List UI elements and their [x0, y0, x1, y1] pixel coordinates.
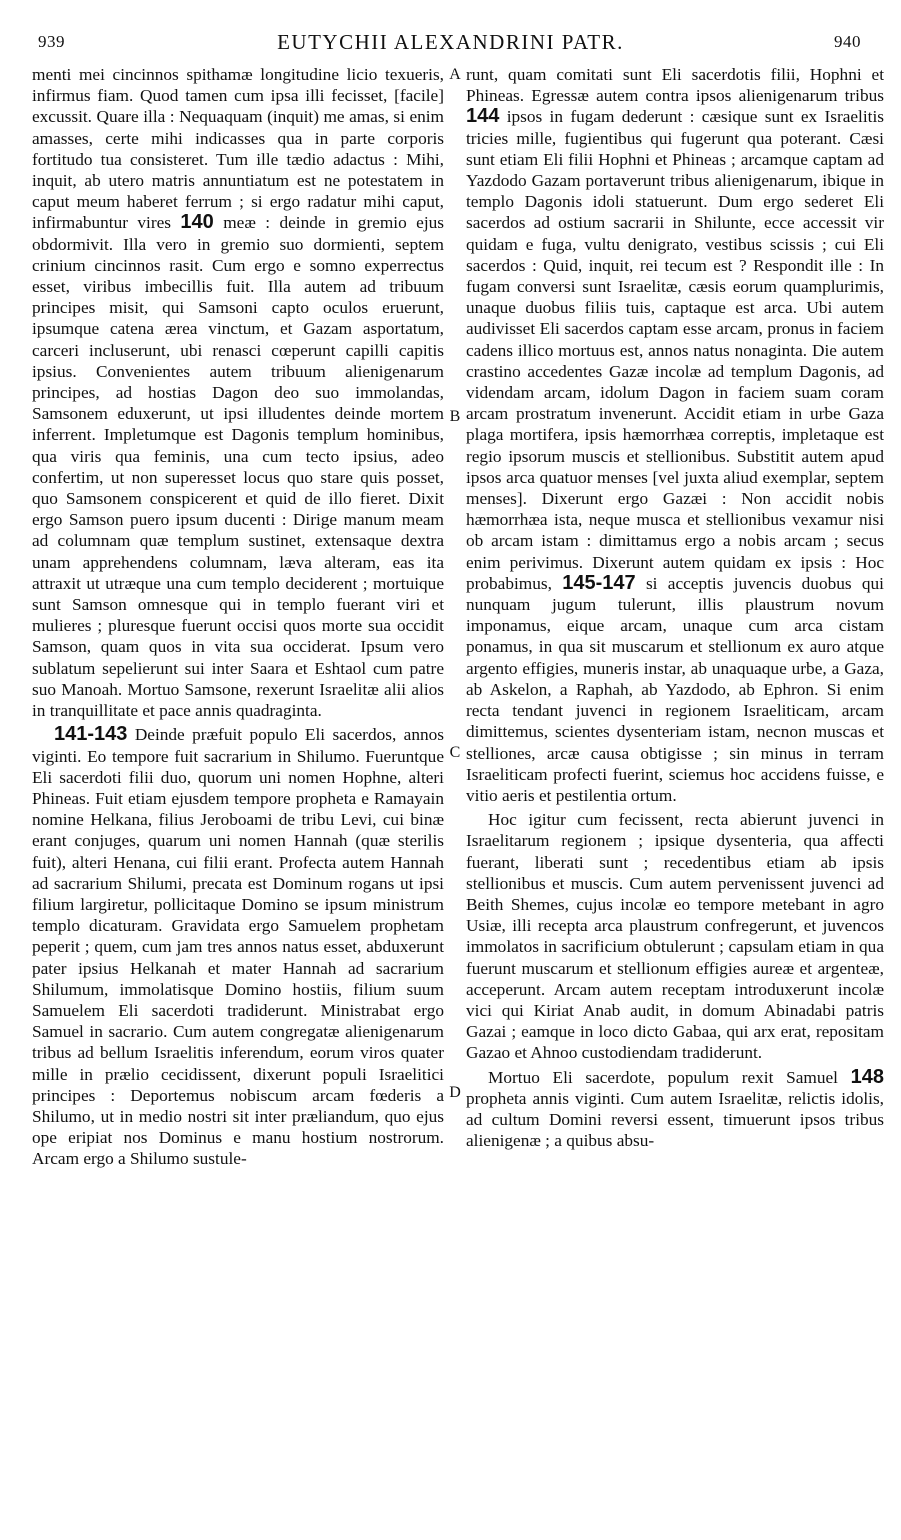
paragraph-text: ipsos in fugam dederunt : cæsique sunt ex Israelitis tricies mille, fugientibus qui fugerunt qua poterant. Cæsi sunt etiam Eli filii Hophni et Phineas ; arcamque captam ad Yazdodo Gazam portaverunt tribus alienigenarum, ibique in templo Dagonis idoli statuerunt. Dum ergo sederet Eli sacerdos ad ostium sacrarii in Shilunte, ecce accessit vir quidam e fuga, vultu denigrato, vestibus scissis ; cui Eli sacerdos : Quid, inquit, rei tecum est ? Respondit ille : In fugam conversi sunt Israelitæ, cæsis eorum quamplurimis, unaque duobus filiis tuis, captaque est arca. Ubi autem audivisset Eli sacerdos captam esse arcam, pronus in faciem cadens illico mortuus est, annos natus nonaginta. Die autem crastino accedentes Gazæ incolæ ad templum Dagonis, ad videndam arcam, idolum Dagon in faciem suam coram arcam prostratum invenerunt. Accidit etiam in urbe Gaza plaga mortifera, ipsis hæmorrhæa correptis, impletaque est regio ipsorum muscis et stellionibus. Substitit autem apud ipsos arca quatuor menses [vel juxta aliud exemplar, septem menses]. Dixerunt ergo Gazæi : Non accidit nobis hæmorrhæa ista, neque musca et stellionibus vexamur nisi ob arcam istam : dimittamus ergo a nobis arcam ; secus enim perivimus. Dixerunt autem quidam ex ipsis : Hoc probabimus,: [466, 107, 884, 593]
section-marker: 140: [180, 211, 214, 234]
paragraph-text: Deinde præfuit populo Eli sacerdos, annos viginti. Eo tempore fuit sacrarium in Shilumo. Fueruntque Eli sacerdoti filii duo, quorum uni nomen Hophne, alteri Phineas. Fuit etiam ejusdem tempore propheta e Ramayain nomine Helkana, filius Jeroboami de tribu Levi, cui binæ erant conjuges, quarum uni nomen Hannah (quæ sterilis fuit), alteri Henana, cui filii erant. Profecta autem Hannah ad sacrarium Shilumi, precata est Dominum rogans ut ipsi filium largiretur, pollicitaque Domino se ipsum ministrum templo dicaturam. Gravidata ergo Samuelem prophetam peperit ; quem, cum jam tres annos natus esset, abduxerunt pater ipsius Helkanah et mater Hannah ad sacrarium Shilumum, immolatisque Domino hostiis, filium suum Samuelem Eli sacerdoti tradiderunt. Ministrabat ergo Samuel in sacrario. Cum autem congregatæ alienigenarum tribus ad bellum Israelitis inferendum, eorum viros quater mille in prælio cecidissent, dixerunt populi Israelitici principes : Deportemus nobiscum arcam fœderis a Shilumo, ut in medio nostri sit inter præliandum, quo ejus ope eripiat nos Dominus e manu hostium nostrorum. Arcam ergo a Shilumo sustule-: [32, 725, 444, 1169]
paragraph: [32, 64, 444, 721]
section-marker: 144: [466, 105, 500, 128]
paragraph-text: meæ : deinde in gremio ejus obdormivit. Illa vero in gremio suo dormienti, septem crinium cincinnos rasit. Cum ergo e somno experrectus esset, viribus imbecillis fuit. Illa autem ad tribuum principes misit, qui Samsoni capto oculos eruerunt, ipsumque catena ærea vinctum, et Gazam asportatum, carceri incluserunt, ubi renasci cœperunt capilli capitis ipsius. Convenientes autem tribuum alienigenarum principes, ad hostias Dagon deo suo immolandas, Samsonem eduxerunt, ut ipsi illudentes deinde mortem inferrent. Impletumque est Dagonis templum hominibus, qua viris qua feminis, una cum tecto ipsius, adeo confertim, ut non superesset locus quo stare quis posset, quo Samsonem conspicerent et quid de illo fieret. Dixit ergo Samson puero ipsum ducenti : Dirige manum meam ad columnam quæ templum sustinet, extensaque dextra unam apprehendens columnam, læva alteram, eas ita attraxit ut utræque una cum templo deciderent ; mortuique sunt Samson omnesque qui in templo fuerant viri et mulieres ; pluresque fuerunt occisi quos morte sua occidit Samson, quam quos in vita sua occiderat. Ipsum vero sublatum sepelierunt sui inter Saara et Eshtaol cum patre suo Manoah. Mortuo Samsone, rexerunt Israelitæ alii alios in tranquillitate et pace annis quadraginta.: [32, 213, 445, 721]
right-column: [466, 64, 884, 1151]
paragraph: [32, 724, 444, 1169]
margin-letter-c: C: [449, 744, 461, 761]
paragraph: Hoc igitur cum fecissent, recta abierunt juvenci in Israelitarum regionem ; ipsique dysenteria, qua affecti fuerant, liberati sunt ; recedentibus etiam ab ipsis stellionibus et muscis. Cum autem pervenissent juvenci ad Beith Shemes, cujus incolæ eo tempore metebant in agro Usiæ, illi recepta arca plaustrum confregerunt, et juvencos immolatos in sacrificium obtulerunt ; capsulam etiam in qua fuerunt muscarum et stellionum effigies aureæ et argenteæ, acceperunt. Arcam autem receptam introduxerunt incolæ vici qui Kiriat Anab audit, in domum Abinadabi patris Gazai ; eamque in loco dicto Gabaa, qui arx erat, repositam Gazao et Ahnoo custodiendam tradiderunt.: [466, 810, 884, 1063]
page-number-right: 940: [834, 32, 861, 51]
paragraph-text: Mortuo Eli sacerdote, populum rexit Samuel: [488, 1067, 838, 1087]
paragraph-text: si acceptis juvencis duobus qui nunquam jugum tulerunt, illis plaustrum novum imponamus, eique arcam, unaque cum arca cistam ponamus, in qua sit muscarum et stellionum ex auro atque argento effigies, muneris instar, ab unaquaque urbe, a Gaza, ab Askelon, a Raphah, ab Yazdodo, ab Ephron. Si enim recta tendant juvenci in regionem Israeliticam, arcam dimittemus, scientes dysenteriam istam, necnon muscas et stelliones, arcæ causa obtigisse ; sin minus in terram Israeliticam profecti fuerint, sciemus hoc accidens fuisse, e vitio aeris et pestilentia ortum.: [466, 573, 884, 805]
margin-letter-b: B: [449, 408, 461, 425]
margin-letter-d: D: [449, 1084, 461, 1101]
page-header: [0, 0, 901, 60]
margin-letter-a: A: [449, 66, 461, 83]
page-number-left: 939: [38, 32, 65, 51]
paragraph: [466, 1067, 884, 1152]
section-marker: 148: [850, 1065, 884, 1088]
paragraph-text: runt, quam comitati sunt Eli sacerdotis filii, Hophni et Phineas. Egressæ autem contra ipsos alienigenarum tribus: [466, 65, 884, 106]
section-marker: 145-147: [562, 571, 636, 594]
paragraph-text: propheta annis viginti. Cum autem Israelitæ, relictis idolis, ad cultum Domini reversi essent, timuerunt ipsos tribus alienigenæ ; a quibus absu-: [466, 1088, 884, 1151]
paragraph-text: menti mei cincinnos spithamæ longitudine licio texueris, infirmus fiam. Quod tamen cum ipsa illi fecisset, [facile] excussit. Quare illa : Nequaquam (inquit) me amas, si enim amasses, certe mihi indicasses qua in parte corporis fortitudo tua consisteret. Tum ille tædio adactus : Mihi, inquit, ab utero matris annuntiatum est ne potestatem in caput meum haberet ferrum ; si ergo radatur mihi caput, infirmabuntur vires: [32, 65, 444, 233]
left-column: [32, 64, 444, 1170]
paragraph: [466, 64, 884, 806]
section-marker: 141-143: [54, 723, 128, 746]
running-title: EUTYCHII ALEXANDRINI PATR.: [277, 30, 624, 54]
